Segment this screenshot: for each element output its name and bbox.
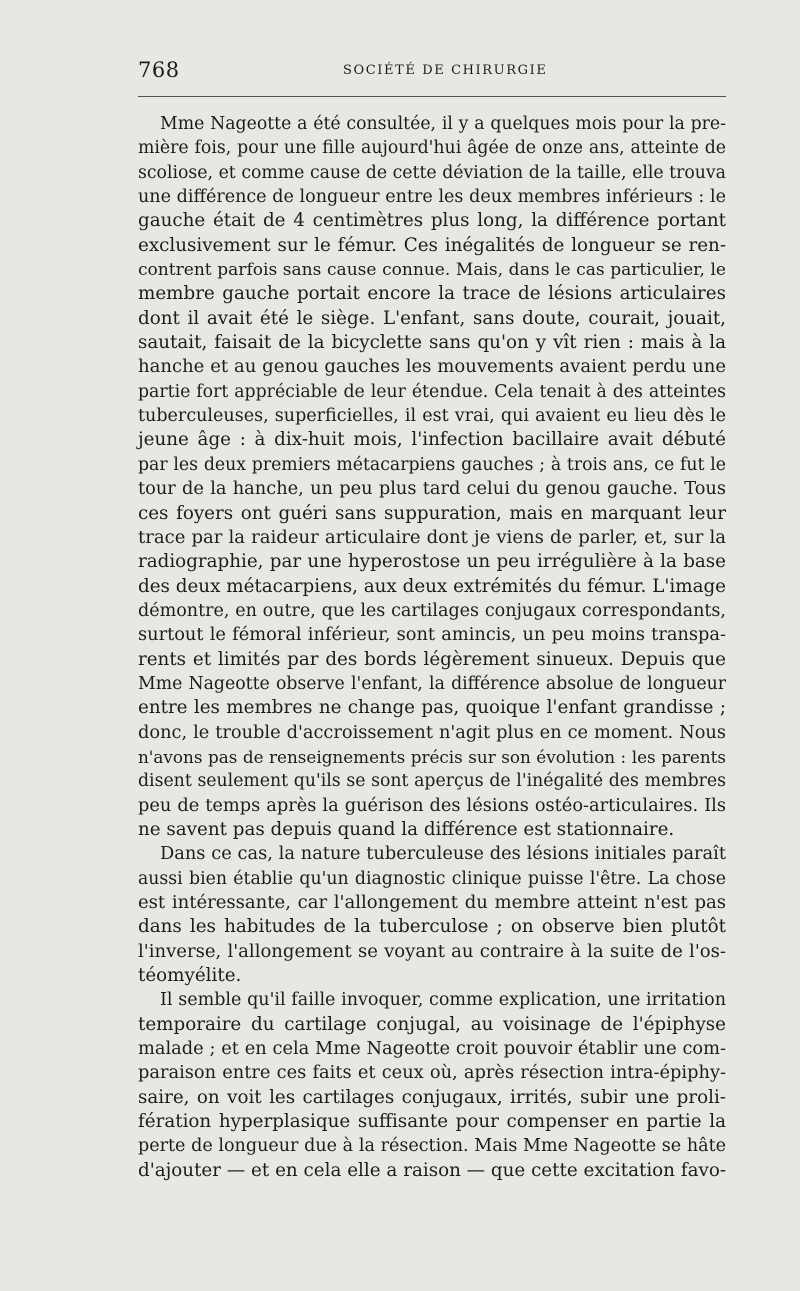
text-line: téomyélite. — [138, 965, 242, 987]
text-line: trace par la raideur articulaire dont je viens de parler, et, sur la — [138, 526, 726, 548]
running-title: SOCIÉTÉ DE CHIRURGIE — [343, 63, 548, 78]
text-line: ces foyers ont guéri sans suppuration, mais en marquant leur — [138, 502, 726, 524]
text-line: l'inverse, l'allongement se voyant au contraire à la suite de l'os- — [138, 940, 726, 962]
text-line: radiographie, par une hyperostose un peu irrégulière à la base — [138, 551, 726, 573]
text-line: Il semble qu'il faille invoquer, comme explication, une irritation — [160, 990, 726, 1011]
text-line: démontre, en outre, que les cartilages conjugaux correspondants, — [138, 600, 726, 621]
text-line: paraison entre ces faits et ceux où, après résection intra-épiphy- — [138, 1062, 726, 1084]
text-line: tuberculeuses, superficielles, il est vrai, qui avaient eu lieu dès le — [138, 406, 726, 427]
text-line: partie fort appréciable de leur étendue. Cela tenait à des atteintes — [138, 381, 726, 402]
text-line: sautait, faisait de la bicyclette sans qu'on y vît rien : mais à la — [138, 332, 726, 354]
text-line: dans les habitudes de la tuberculose ; on observe bien plutôt — [138, 916, 726, 938]
text-line: Mme Nageotte observe l'enfant, la différence absolue de longueur — [138, 673, 726, 694]
page-number: 768 — [138, 58, 180, 82]
text-line: est intéressante, car l'allongement du membre atteint n'est pas — [138, 892, 726, 913]
text-line: ne savent pas depuis quand la différence est stationnaire. — [138, 818, 675, 840]
text-line: dont il avait été le siège. L'enfant, sans doute, courait, jouait, — [138, 307, 726, 329]
text-line: temporaire du cartilage conjugal, au voisinage de l'épiphyse — [138, 1013, 726, 1035]
text-line: gauche était de 4 centimètres plus long, la différence portant — [138, 210, 726, 232]
text-line: rents et limités par des bords légèrement sinueux. Depuis que — [138, 648, 726, 670]
text-line: disent seulement qu'ils se sont aperçus de l'inégalité des membres — [138, 771, 726, 792]
text-line: n'avons pas de renseignements précis sur son évolution : les parents — [138, 746, 726, 767]
text-line: jeune âge : à dix-huit mois, l'infection bacillaire avait débuté — [138, 429, 726, 451]
text-line: membre gauche portait encore la trace de lésions articulaires — [138, 283, 726, 305]
text-line: par les deux premiers métacarpiens gauches ; à trois ans, ce fut le — [138, 454, 726, 475]
header-rule — [138, 96, 726, 97]
text-line: peu de temps après la guérison des lésions ostéo-articulaires. Ils — [138, 794, 726, 816]
text-line: perte de longueur due à la résection. Mais Mme Nageotte se hâte — [138, 1136, 726, 1157]
text-line: une différence de longueur entre les deux membres inférieurs : le — [138, 187, 726, 208]
text-line: d'ajouter — et en cela elle a raison — que cette excitation favo- — [138, 1159, 726, 1181]
text-line: des deux métacarpiens, aux deux extrémités du fémur. L'image — [138, 575, 726, 597]
text-line: hanche et au genou gauches les mouvements avaient perdu une — [138, 356, 726, 378]
body-text — [138, 112, 726, 1183]
text-line: donc, le trouble d'accroissement n'agit plus en ce moment. Nous — [138, 721, 726, 743]
text-line: fération hyperplasique suffisante pour compenser en partie la — [138, 1111, 726, 1133]
text-line: Mme Nageotte a été consultée, il y a quelques mois pour la pre- — [160, 114, 726, 134]
text-line: Dans ce cas, la nature tuberculeuse des lésions initiales paraît — [160, 843, 726, 865]
text-line: contrent parfois sans cause connue. Mais, dans le cas particulier, le — [138, 260, 726, 281]
text-line: entre les membres ne change pas, quoique l'enfant grandisse ; — [138, 697, 726, 719]
text-line: scoliose, et comme cause de cette déviation de la taille, elle trouva — [138, 162, 726, 183]
text-line: mière fois, pour une fille aujourd'hui âgée de onze ans, atteinte de — [138, 138, 726, 159]
text-line: tour de la hanche, un peu plus tard celui du genou gauche. Tous — [138, 478, 726, 500]
text-line: exclusivement sur le fémur. Ces inégalités de longueur se ren- — [138, 234, 726, 256]
text-line: malade ; et en cela Mme Nageotte croit pouvoir établir une com- — [138, 1038, 726, 1060]
text-line: saire, on voit les cartilages conjugaux, irrités, subir une proli- — [138, 1086, 726, 1108]
text-line: surtout le fémoral inférieur, sont amincis, un peu moins transpa- — [138, 624, 726, 646]
text-line: aussi bien établie qu'un diagnostic clinique puisse l'être. La chose — [138, 868, 726, 889]
